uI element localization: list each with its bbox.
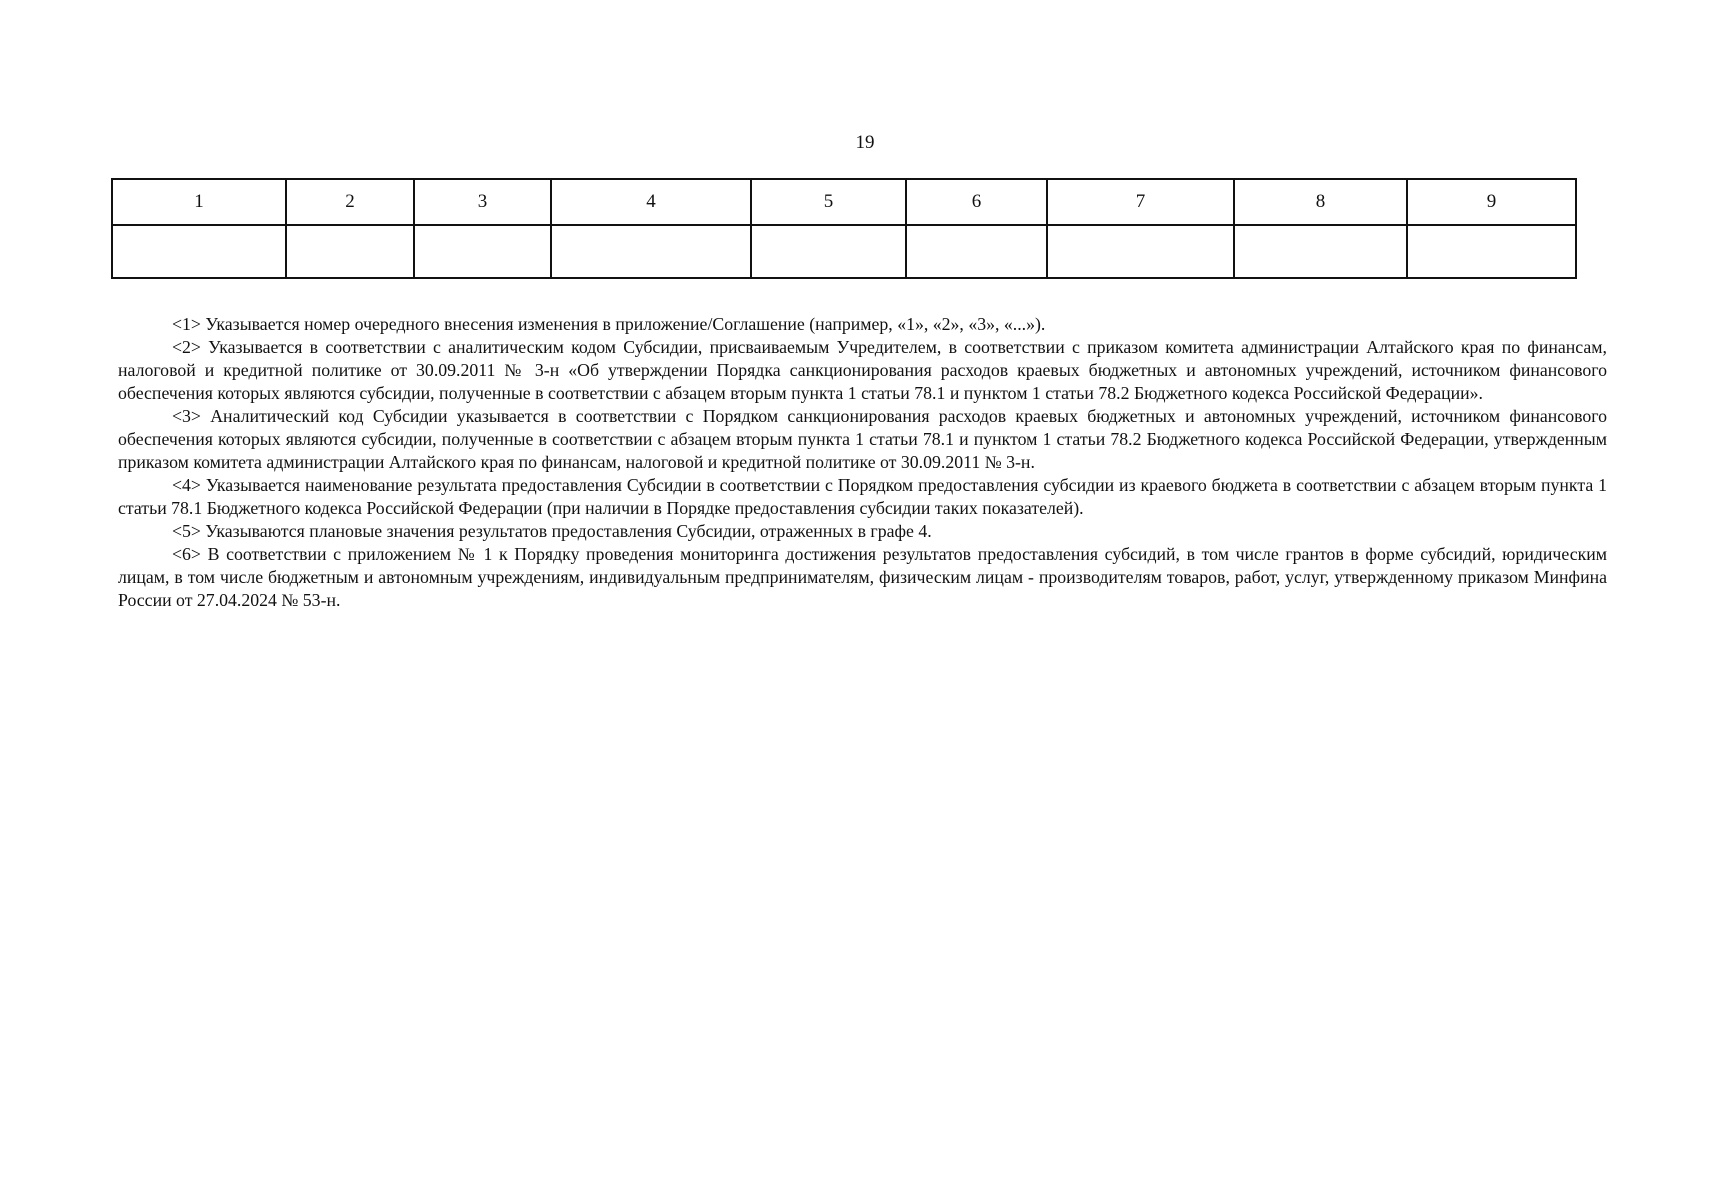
footnote-5: <5> Указываются плановые значения результатов предоставления Субсидии, отраженных в графе 4. [172, 521, 932, 541]
table-cell [112, 225, 286, 278]
page-number: 19 [855, 132, 875, 153]
footnote-1: <1> Указывается номер очередного внесения изменения в приложение/Соглашение (например, «1», «2», «3», «...»). [172, 314, 1046, 334]
column-header: 1 [112, 179, 286, 225]
table-cell [1047, 225, 1234, 278]
footnote-4: <4> Указывается наименование результата предоставления Субсидии в соответствии с Порядком предоставления субсидии из краевого бюджета в соответствии с абзацем вторым пункта 1 статьи 78.1 Бюджетного кодекса Российской Федерации (при наличии в Порядке предоставления субсидии таких показателей). [118, 475, 1607, 518]
footnote-6: <6> В соответствии с приложением № 1 к Порядку проведения мониторинга достижения результатов предоставления субсидий, в том числе грантов в форме субсидий, юридическим лицам, в том числе бюджетным и автономным учреждениям, индивидуальным предпринимателям, физическим лицам - производителям товаров, работ, услуг, утвержденному приказом Минфина России от 27.04.2024 № 53-н. [118, 544, 1607, 610]
table-cell [906, 225, 1047, 278]
table-cell [551, 225, 751, 278]
column-header: 7 [1047, 179, 1234, 225]
column-header: 2 [286, 179, 414, 225]
table-cell [286, 225, 414, 278]
table-row [112, 225, 1576, 278]
column-header: 3 [414, 179, 551, 225]
table-header-row [112, 179, 1576, 225]
footnote-3: <3> Аналитический код Субсидии указывается в соответствии с Порядком санкционирования расходов краевых бюджетных и автономных учреждений, источником финансового обеспечения которых являются субсидии, полученные в соответствии с абзацем вторым пункта 1 статьи 78.1 и пунктом 1 статьи 78.2 Бюджетного кодекса Российской Федерации, утвержденным приказом комитета администрации Алтайского края по финансам, налоговой и кредитной политике от 30.09.2011 № 3-н. [118, 406, 1607, 472]
column-header: 8 [1234, 179, 1407, 225]
table-cell [1407, 225, 1576, 278]
column-header: 4 [551, 179, 751, 225]
footnotes [118, 313, 1607, 612]
column-header: 9 [1407, 179, 1576, 225]
table-cell [414, 225, 551, 278]
form-table [111, 178, 1577, 279]
footnote-2: <2> Указывается в соответствии с аналитическим кодом Субсидии, присваиваемым Учредителем, в соответствии с приказом комитета администрации Алтайского края по финансам, налоговой и кредитной политике от 30.09.2011 № 3-н «Об утверждении Порядка санкционирования расходов краевых бюджетных и автономных учреждений, источником финансового обеспечения которых являются субсидии, полученные в соответствии с абзацем вторым пункта 1 статьи 78.1 и пунктом 1 статьи 78.2 Бюджетного кодекса Российской Федерации». [118, 337, 1607, 403]
table-cell [1234, 225, 1407, 278]
column-header: 5 [751, 179, 906, 225]
column-header: 6 [906, 179, 1047, 225]
table-cell [751, 225, 906, 278]
